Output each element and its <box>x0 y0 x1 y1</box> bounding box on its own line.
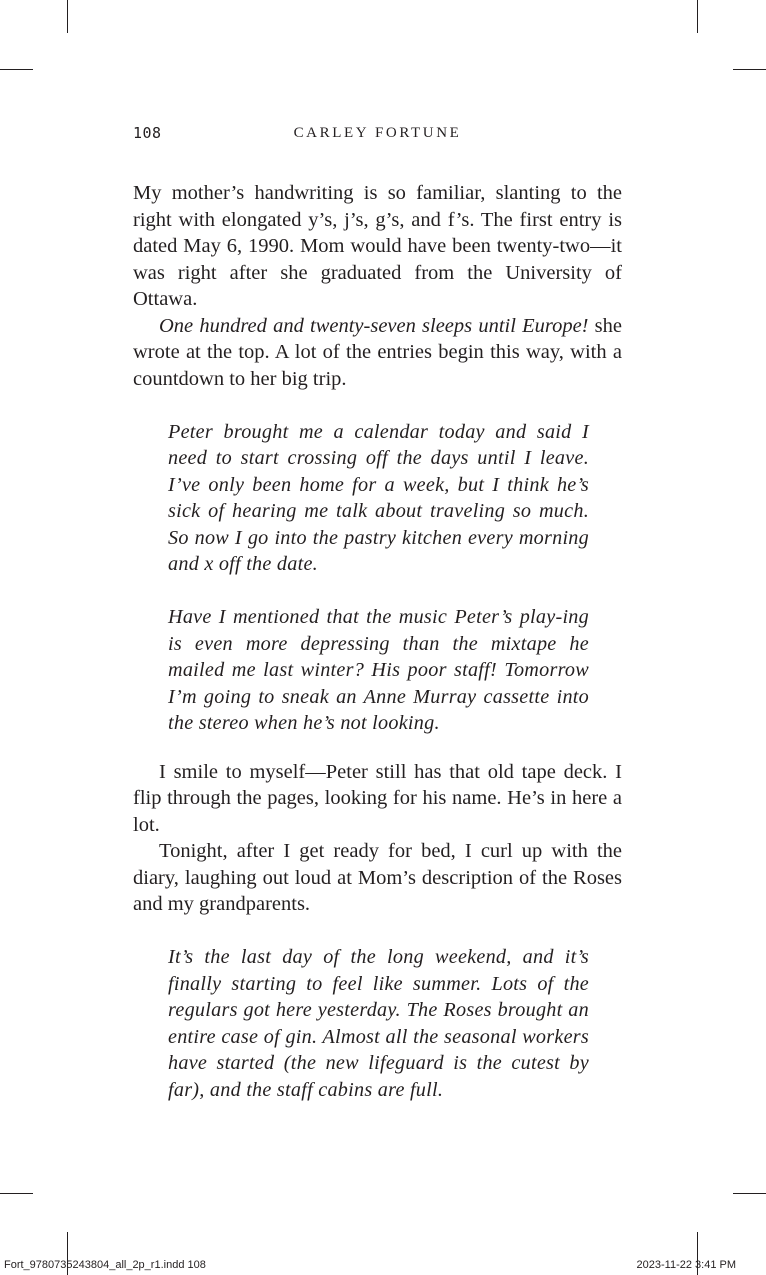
text-block <box>133 180 622 1103</box>
crop-mark-top-right <box>697 0 698 33</box>
paragraph-countdown <box>133 313 622 393</box>
running-head <box>133 124 622 144</box>
paragraph-tonight: Tonight, after I get ready for bed, I curl up with the diary, laughing out loud at Mom’s description of the Roses and my grandparents. <box>133 840 622 915</box>
diary-excerpt-music: Have I mentioned that the music Peter’s play-ing is even more depressing than the mixtape he mailed me last winter? His poor staff! Tomorrow I’m going to sneak an Anne Murray cassette into the stereo when he’s not looking. <box>168 606 589 734</box>
paragraph-tape-deck: I smile to myself—Peter still has that old tape deck. I flip through the pages, looking for his name. He’s in here a lot. <box>133 760 622 836</box>
crop-mark-top-left <box>67 0 68 33</box>
crop-mark-left-top <box>0 69 33 70</box>
countdown-quote: One hundred and twenty-seven sleeps until Europe! <box>159 314 589 337</box>
diary-excerpt-calendar: Peter brought me a calendar today and said I need to start crossing off the days until I leave. I’ve only been home for a week, but I think he’s sick of hearing me talk about traveling so much. So now I go into the pastry kitchen every morning and x off the date. <box>168 420 589 575</box>
slug-timestamp: 2023-11-22 3:41 PM <box>636 1259 736 1271</box>
slug-filename: Fort_9780735243804_all_2p_r1.indd 108 <box>4 1259 206 1271</box>
paragraph-handwriting: My mother’s handwriting is so familiar, slanting to the right with elongated y’s, j’s, g’s, and f’s. The first entry is dated May 6, 1990. Mom would have been twenty-two—it was right after she graduated from the University of Ottawa. <box>133 182 622 310</box>
crop-mark-left-bottom <box>0 1193 33 1194</box>
crop-mark-right-top <box>733 69 766 70</box>
page-number: 108 <box>133 124 162 142</box>
crop-mark-right-bottom <box>733 1193 766 1194</box>
countdown-rest: she wrote at the top. A lot of the entries begin this way, with a countdown to her big trip. <box>133 314 623 390</box>
diary-excerpt-long-weekend: It’s the last day of the long weekend, and it’s finally starting to feel like summer. Lots of the regulars got here yesterday. The Roses brought an entire case of gin. Almost all the seasonal workers have started (the new lifeguard is the cutest by far), and the staff cabins are full. <box>168 946 589 1101</box>
running-title: CARLEY FORTUNE <box>293 125 462 141</box>
